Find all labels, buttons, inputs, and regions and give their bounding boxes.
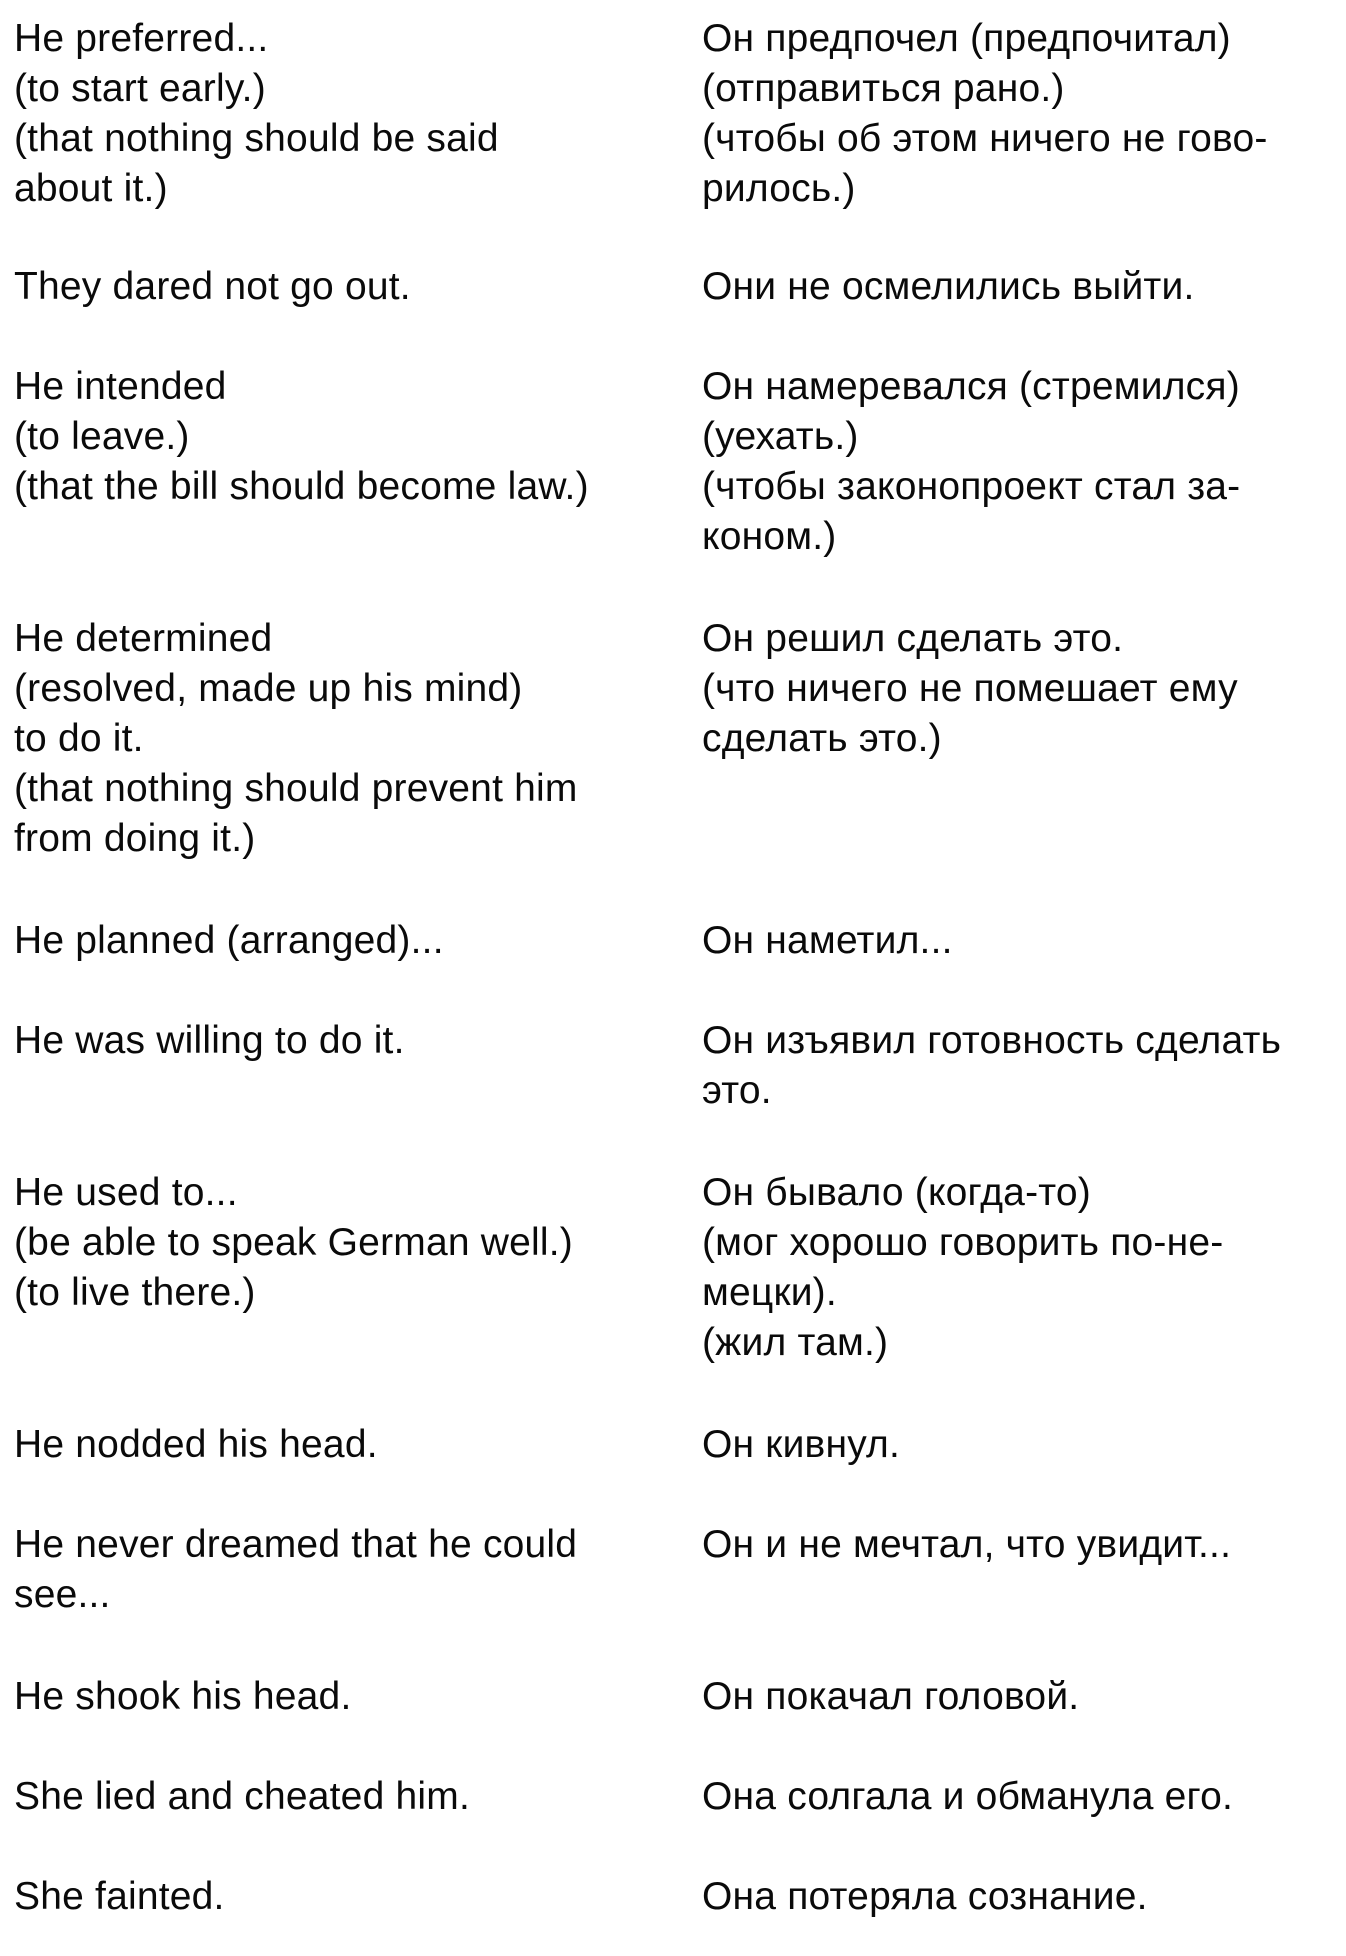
english-phrase: He was willing to do it. xyxy=(14,1019,405,1062)
russian-translation: Он предпочел (предпочитал) (отправиться рано.) (чтобы об этом ничего не гово- рилось.) xyxy=(702,17,1268,210)
english-phrase: She lied and cheated him. xyxy=(14,1775,470,1818)
english-phrase: She fainted. xyxy=(14,1875,225,1918)
english-phrase: He shook his head. xyxy=(14,1675,352,1718)
english-phrase: He used to... (be able to speak German well.) (to live there.) xyxy=(14,1171,573,1314)
english-phrase: He preferred... (to start early.) (that nothing should be said about it.) xyxy=(14,17,499,210)
english-phrase: They dared not go out. xyxy=(14,265,411,308)
russian-translation: Он и не мечтал, что увидит... xyxy=(702,1523,1232,1566)
russian-translation: Он покачал головой. xyxy=(702,1675,1080,1718)
russian-translation: Он кивнул. xyxy=(702,1423,901,1466)
english-phrase: He determined (resolved, made up his mind) to do it. (that nothing should prevent him from doing it.) xyxy=(14,617,578,860)
russian-translation: Она потеряла сознание. xyxy=(702,1875,1148,1918)
russian-translation: Она солгала и обманула его. xyxy=(702,1775,1234,1818)
english-phrase: He never dreamed that he could see... xyxy=(14,1523,578,1616)
english-phrase: He intended (to leave.) (that the bill should become law.) xyxy=(14,365,589,508)
english-phrase: He nodded his head. xyxy=(14,1423,378,1466)
russian-translation: Он намеревался (стремился) (уехать.) (чтобы законопроект стал за- коном.) xyxy=(702,365,1241,558)
english-phrase: He planned (arranged)... xyxy=(14,919,444,962)
russian-translation: Он решил сделать это. (что ничего не помешает ему сделать это.) xyxy=(702,617,1238,760)
russian-translation: Он бывало (когда-то) (мог хорошо говорить по-не- мецки). (жил там.) xyxy=(702,1171,1224,1364)
russian-translation: Он наметил... xyxy=(702,919,953,962)
russian-translation: Они не осмелились выйти. xyxy=(702,265,1195,308)
russian-translation: Он изъявил готовность сделать это. xyxy=(702,1019,1282,1112)
